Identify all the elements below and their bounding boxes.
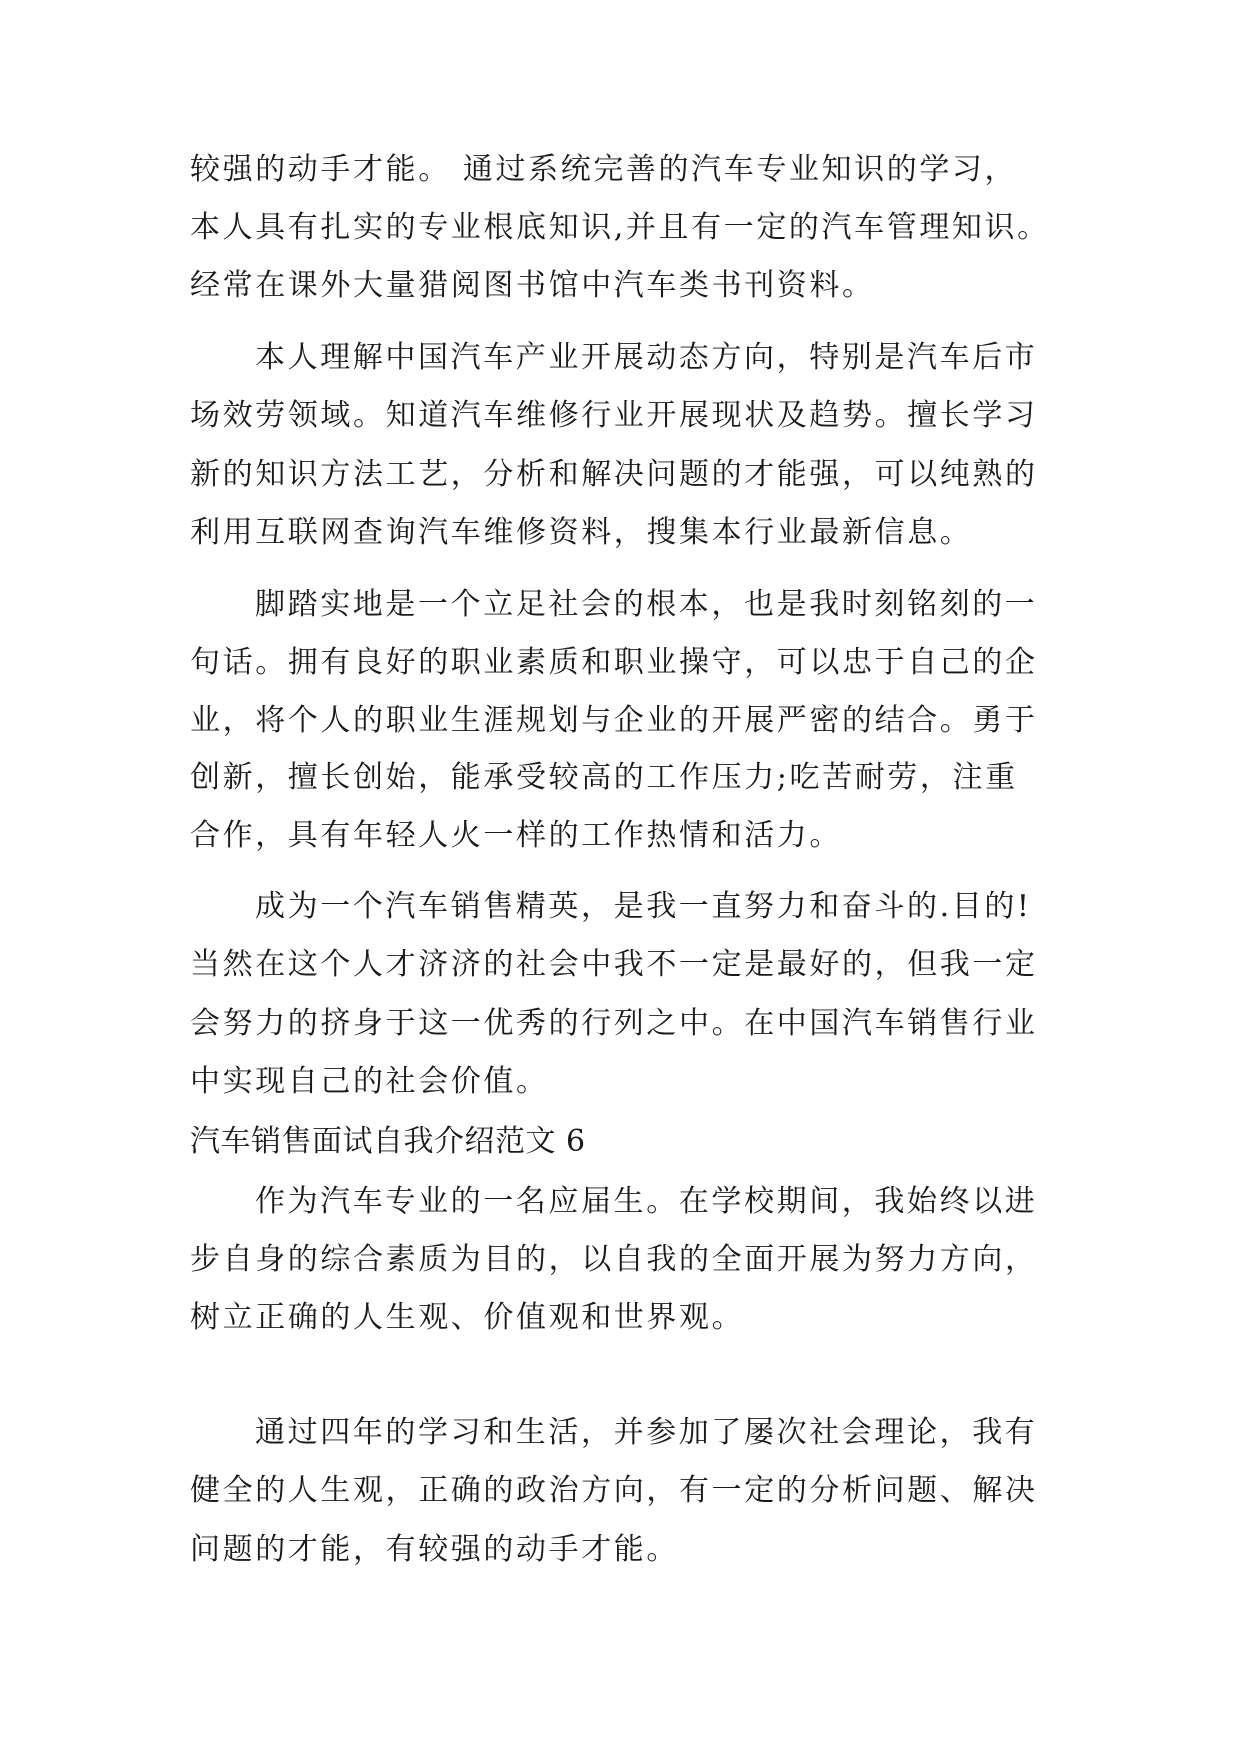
text-line: 本人具有扎实的专业根底知识,并且有一定的汽车管理知识。 bbox=[190, 210, 1050, 245]
text-line: 较强的动手才能。 通过系统完善的汽车专业知识的学习， bbox=[190, 152, 1018, 187]
text-line: 创新，擅长创始，能承受较高的工作压力;吃苦耐劳，注重 bbox=[190, 760, 1018, 795]
text-line: 通过四年的学习和生活，并参加了屡次社会理论，我有 bbox=[255, 1415, 1038, 1450]
text-line: 场效劳领域。知道汽车维修行业开展现状及趋势。擅长学习 bbox=[190, 398, 1038, 433]
text-line: 中实现自己的社会价值。 bbox=[190, 1064, 549, 1099]
text-line: 问题的才能，有较强的动手才能。 bbox=[190, 1532, 679, 1567]
text-line: 会努力的挤身于这一优秀的行列之中。在中国汽车销售行业 bbox=[190, 1006, 1038, 1041]
text-line: 经常在课外大量猎阅图书馆中汽车类书刊资料。 bbox=[190, 268, 875, 303]
text-line: 当然在这个人才济济的社会中我不一定是最好的，但我一定 bbox=[190, 947, 1038, 982]
text-line: 句话。拥有良好的职业素质和职业操守，可以忠于自己的企 bbox=[190, 645, 1038, 680]
text-line: 树立正确的人生观、价值观和世界观。 bbox=[190, 1300, 745, 1335]
text-line: 新的知识方法工艺，分析和解决问题的才能强，可以纯熟的 bbox=[190, 457, 1038, 492]
text-line: 合作，具有年轻人火一样的工作热情和活力。 bbox=[190, 818, 842, 853]
text-line: 成为一个汽车销售精英，是我一直努力和奋斗的.目的! bbox=[255, 889, 1032, 924]
section-heading: 汽车销售面试自我介绍范文 6 bbox=[190, 1124, 586, 1159]
text-line: 脚踏实地是一个立足社会的根本，也是我时刻铭刻的一 bbox=[255, 587, 1038, 622]
text-line: 业，将个人的职业生涯规划与企业的开展严密的结合。勇于 bbox=[190, 703, 1038, 738]
text-line: 步自身的综合素质为目的，以自我的全面开展为努力方向， bbox=[190, 1242, 1038, 1277]
text-line: 作为汽车专业的一名应届生。在学校期间，我始终以进 bbox=[255, 1184, 1038, 1219]
text-line: 利用互联网查询汽车维修资料，搜集本行业最新信息。 bbox=[190, 515, 973, 550]
text-line: 本人理解中国汽车产业开展动态方向，特别是汽车后市 bbox=[255, 340, 1038, 375]
text-line: 健全的人生观，正确的政治方向，有一定的分析问题、解决 bbox=[190, 1473, 1038, 1508]
